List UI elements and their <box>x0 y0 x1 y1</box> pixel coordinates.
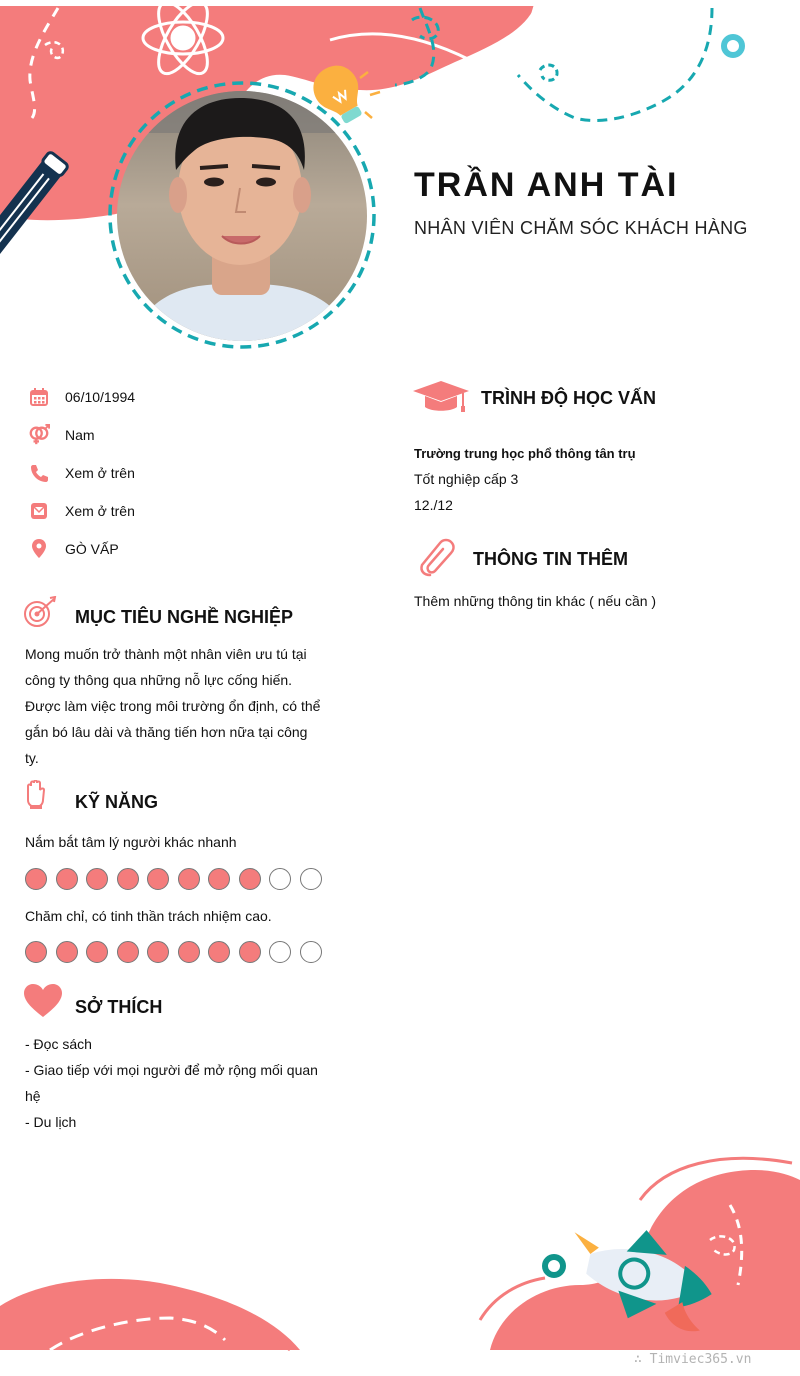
skill-dot-filled <box>56 941 78 963</box>
skill-dot-filled <box>178 868 200 890</box>
calendar-icon <box>28 386 50 408</box>
hobby-line: hệ <box>25 1088 41 1104</box>
objective-line: ty. <box>25 750 39 766</box>
hobbies-heading: SỞ THÍCH <box>75 997 163 1017</box>
objective-line: Được làm việc trong môi trường ổn định, có thể <box>25 698 321 714</box>
job-title: NHÂN VIÊN CHĂM SÓC KHÁCH HÀNG <box>414 218 748 238</box>
extra-text: Thêm những thông tin khác ( nếu cần ) <box>414 593 657 609</box>
objective-line: công ty thông qua những nỗ lực cống hiến. <box>25 672 293 688</box>
contact-email <box>28 499 135 523</box>
skill-rating <box>25 941 322 963</box>
skill-dot-filled <box>208 941 230 963</box>
skill-dot-empty <box>300 868 322 890</box>
extra-heading: THÔNG TIN THÊM <box>473 549 628 569</box>
contact-value: 06/10/1994 <box>65 389 136 405</box>
skill-dot-filled <box>25 868 47 890</box>
skill-dot-filled <box>208 868 230 890</box>
objective-line: Mong muốn trở thành một nhân viên ưu tú tại <box>25 646 307 662</box>
header-decoration <box>0 0 800 360</box>
hobbies-text <box>25 1031 320 1135</box>
skill-dot-filled <box>25 941 47 963</box>
education-degree: Tốt nghiệp cấp 3 <box>414 471 519 487</box>
skill-dot-filled <box>117 868 139 890</box>
skill-dot-filled <box>117 941 139 963</box>
target-icon <box>24 596 58 633</box>
location-pin-icon <box>28 538 50 560</box>
objective-text <box>25 641 320 771</box>
contact-gender <box>28 423 95 447</box>
hobby-line: - Du lịch <box>25 1114 77 1130</box>
teal-ring-small <box>545 1257 563 1275</box>
education-grade: 12./12 <box>414 497 453 513</box>
education-heading: TRÌNH ĐỘ HỌC VẤN <box>481 388 656 408</box>
hand-icon <box>25 780 47 815</box>
watermark: ∴ Timviec365.vn <box>634 1352 752 1367</box>
skill-dot-filled <box>239 941 261 963</box>
mail-icon <box>28 500 50 522</box>
skill-rating <box>25 868 322 890</box>
graduation-cap-icon <box>413 380 469 419</box>
paperclip-icon <box>416 537 458 584</box>
hobby-line: - Giao tiếp với mọi người để mở rộng mối quan <box>25 1062 318 1078</box>
candidate-name: TRẦN ANH TÀI <box>414 166 679 204</box>
skill-dot-filled <box>86 868 108 890</box>
education-school: Trường trung học phổ thông tân trụ <box>414 446 636 461</box>
skill-name: Nắm bắt tâm lý người khác nhanh <box>25 834 237 850</box>
contact-phone <box>28 461 135 485</box>
contact-value: Xem ở trên <box>65 465 135 481</box>
phone-icon <box>28 462 50 484</box>
skills-heading: KỸ NĂNG <box>75 792 159 812</box>
skill-dot-filled <box>147 941 169 963</box>
skill-dot-empty <box>269 941 291 963</box>
contact-value: Nam <box>65 427 95 443</box>
skill-dot-empty <box>300 941 322 963</box>
skill-dot-filled <box>239 868 261 890</box>
contact-value: Xem ở trên <box>65 503 135 519</box>
skill-dot-filled <box>86 941 108 963</box>
teal-ring <box>724 37 742 55</box>
objective-heading: MỤC TIÊU NGHỀ NGHIỆP <box>75 607 294 627</box>
skill-dot-filled <box>56 868 78 890</box>
skill-dot-empty <box>269 868 291 890</box>
contact-birthday <box>28 385 136 409</box>
skill-dot-filled <box>178 941 200 963</box>
skill-name: Chăm chỉ, có tinh thần trách nhiệm cao. <box>25 908 272 924</box>
skill-dot-filled <box>147 868 169 890</box>
gender-icon <box>28 424 50 446</box>
footer-right-blob <box>490 1170 800 1350</box>
footer-left-blob <box>0 1279 300 1350</box>
heart-icon <box>24 984 62 1023</box>
objective-line: gắn bó lâu dài và thăng tiến hơn nữa tại công <box>25 724 308 740</box>
contact-value: GÒ VẤP <box>65 541 119 557</box>
rocket-icon <box>559 1216 721 1335</box>
contact-address <box>28 537 119 561</box>
hobby-line: - Đọc sách <box>25 1036 92 1052</box>
